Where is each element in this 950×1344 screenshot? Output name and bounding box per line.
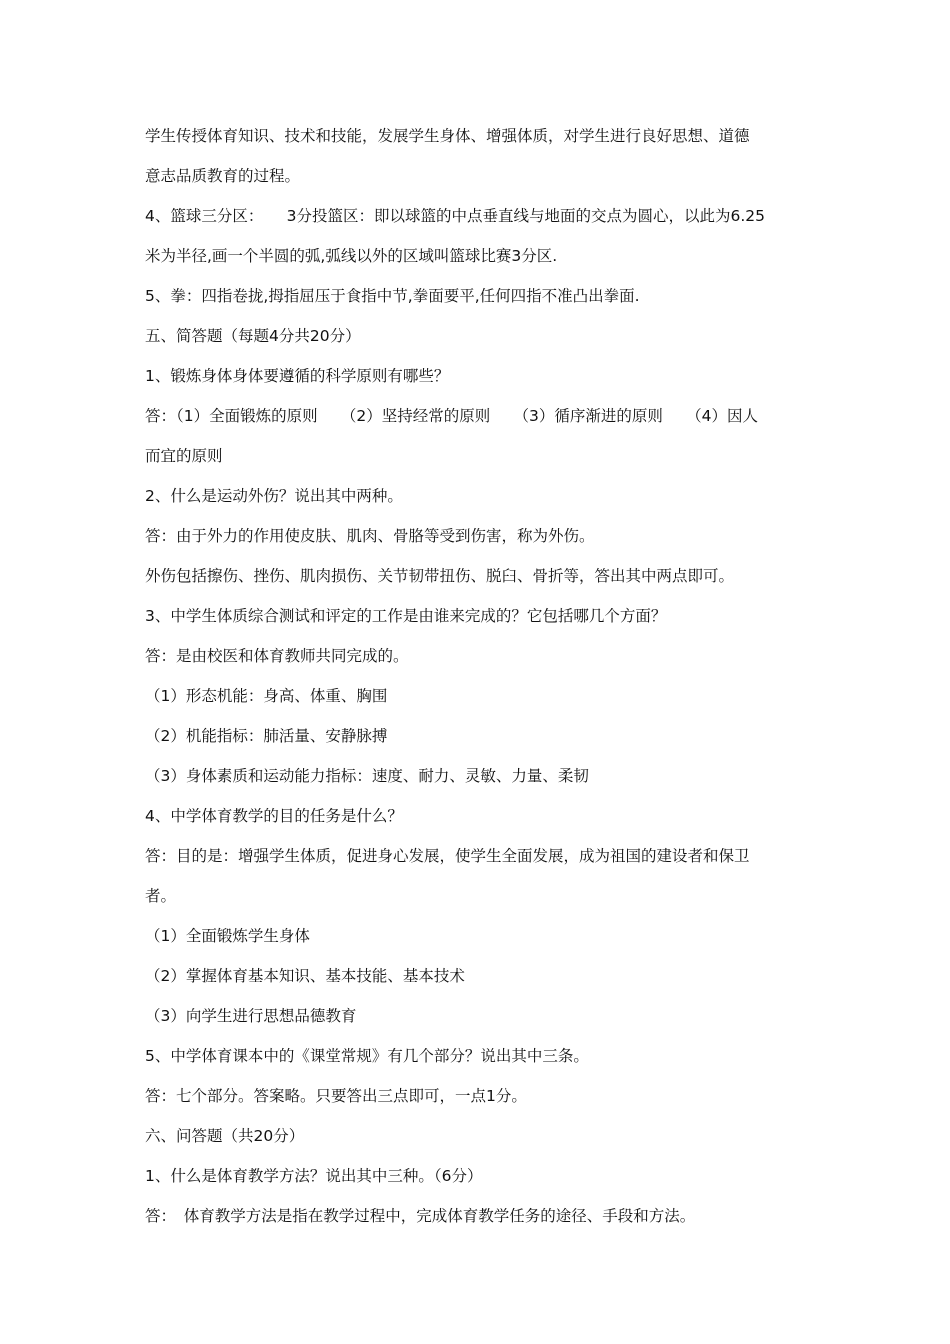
question: 5、中学体育课本中的《课堂常规》有几个部分？说出其中三条。 [145,1047,589,1065]
list-item: （1）全面锻炼学生身体 [145,927,310,945]
question: 1、什么是体育教学方法？说出其中三种。（6分） [145,1167,483,1185]
answer: 外伤包括擦伤、挫伤、肌肉损伤、关节韧带扭伤、脱臼、骨折等，答出其中两点即可。 [145,567,735,585]
question: 4、中学体育教学的目的任务是什么？ [145,807,403,825]
text-line: 米为半径,画一个半圆的弧,弧线以外的区域叫篮球比赛3分区. [145,247,558,265]
answer: 而宜的原则 [145,447,223,465]
list-item: （3）身体素质和运动能力指标：速度、耐力、灵敏、力量、柔韧 [145,767,589,785]
answer: 者。 [145,887,177,905]
list-item: （1）形态机能：身高、体重、胸围 [145,687,388,705]
list-item: （2）掌握体育基本知识、基本技能、基本技术 [145,967,465,985]
section-heading: 六、问答题（共20分） [145,1127,305,1145]
question: 3、中学生体质综合测试和评定的工作是由谁来完成的？它包括哪几个方面？ [145,607,667,625]
question: 2、什么是运动外伤？说出其中两种。 [145,487,403,505]
text-line: 5、拳：四指卷拢,拇指屈压于食指中节,拳面要平,任何四指不准凸出拳面. [145,287,640,305]
question: 1、锻炼身体身体要遵循的科学原则有哪些？ [145,367,450,385]
answer: 答： 体育教学方法是指在教学过程中，完成体育教学任务的途径、手段和方法。 [145,1207,696,1225]
list-item: （2）机能指标：肺活量、安静脉搏 [145,727,388,745]
text-line: 4、篮球三分区： 3分投篮区：即以球篮的中点垂直线与地面的交点为圆心，以此为6.25 [145,207,765,225]
text-line: 学生传授体育知识、技术和技能，发展学生身体、增强体质，对学生进行良好思想、道德 [145,127,750,145]
answer: 答：七个部分。答案略。只要答出三点即可，一点1分。 [145,1087,527,1105]
section-heading: 五、简答题（每题4分共20分） [145,327,361,345]
answer: 答：是由校医和体育教师共同完成的。 [145,647,409,665]
answer: 答：目的是：增强学生体质，促进身心发展，使学生全面发展，成为祖国的建设者和保卫 [145,847,750,865]
answer: 答：（1）全面锻炼的原则 （2）坚持经常的原则 （3）循序渐进的原则 （4）因人 [145,407,758,425]
list-item: （3）向学生进行思想品德教育 [145,1007,357,1025]
answer: 答：由于外力的作用使皮肤、肌肉、骨胳等受到伤害，称为外伤。 [145,527,595,545]
text-line: 意志品质教育的过程。 [145,167,301,185]
